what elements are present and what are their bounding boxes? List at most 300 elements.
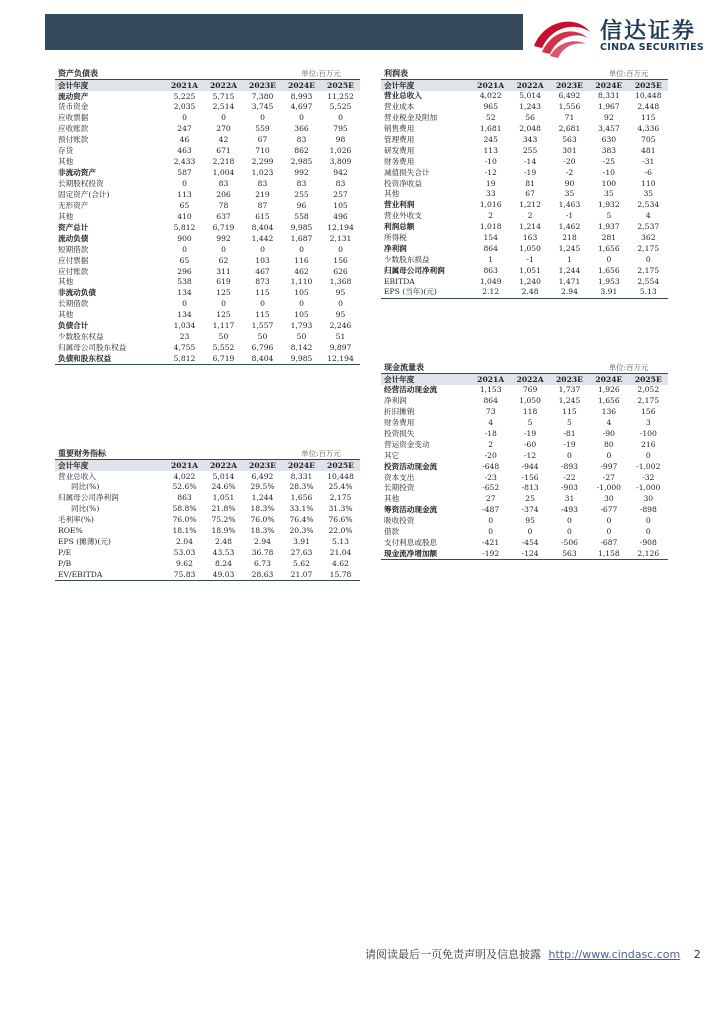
row-value: 462 [294, 266, 309, 276]
row-value: 5.13 [629, 287, 668, 298]
row-label: P/E [58, 548, 72, 558]
row-value: 0 [338, 244, 343, 254]
row-value: -493 [560, 505, 578, 515]
row-value: 2.94 [254, 537, 271, 547]
row-value: 2,131 [329, 233, 352, 243]
row-value: 30 [643, 494, 654, 504]
row-value: 626 [333, 266, 348, 276]
row-value: 31.3% [328, 504, 353, 514]
row-value: 4,336 [637, 124, 660, 134]
row-value: 0 [338, 299, 343, 309]
row-value: 0 [645, 516, 651, 526]
row-value: 6,796 [251, 343, 274, 353]
row-value: 50 [257, 332, 268, 342]
table-row [381, 232, 668, 243]
row-value: 563 [550, 548, 589, 559]
row-value: 4 [488, 418, 494, 428]
row-value: -893 [560, 461, 578, 471]
table-row [55, 266, 360, 277]
row-value: 247 [177, 124, 192, 134]
table-header-row [55, 79, 360, 90]
row-value: -23 [484, 472, 497, 482]
row-label: 借款 [384, 527, 400, 536]
row-value: 3 [645, 418, 651, 428]
row-value: 18.9% [211, 526, 236, 536]
column-header-year: 2023E [243, 459, 282, 470]
row-value: 538 [177, 277, 192, 287]
row-value: 5,812 [165, 353, 204, 364]
cash-flow-table [381, 362, 668, 560]
row-value: 2,681 [558, 124, 581, 134]
row-value: 3.91 [589, 287, 628, 298]
table-row [381, 483, 668, 494]
table-row [381, 211, 668, 222]
row-value: 5,552 [212, 343, 235, 353]
table-row [55, 113, 360, 124]
row-value: 0 [645, 254, 651, 264]
row-value: 863 [483, 265, 498, 275]
table-row [381, 407, 668, 418]
row-value: 36.78 [251, 548, 274, 558]
row-value: 301 [562, 145, 577, 155]
row-value: 81 [525, 178, 535, 188]
row-value: 156 [333, 255, 348, 265]
row-label: 投资损失 [384, 428, 415, 438]
row-label: 应收账款 [58, 124, 89, 134]
row-value: -81 [563, 428, 576, 438]
row-value: 20.3% [289, 526, 314, 536]
row-value: 467 [255, 266, 270, 276]
row-value: 83 [296, 135, 307, 145]
row-value: 2,534 [637, 200, 660, 210]
row-value: 0 [260, 299, 265, 309]
column-header-year: 2024E [589, 79, 628, 90]
column-header-label: 会计年度 [381, 373, 471, 384]
table-row [381, 254, 668, 265]
row-value: 1,117 [212, 321, 235, 331]
row-label: 营业总收入 [58, 471, 96, 481]
column-header-label: 会计年度 [381, 79, 471, 90]
table-row [381, 537, 668, 548]
row-value: -1,000 [596, 483, 622, 493]
row-label: 营业总收入 [384, 91, 422, 101]
row-value: 496 [333, 211, 348, 221]
row-value: 1,243 [519, 102, 541, 112]
row-value: 206 [216, 189, 231, 199]
row-value: -20 [484, 450, 497, 460]
row-value: 0 [527, 527, 533, 536]
row-value: 76.0% [250, 515, 275, 525]
column-header-year: 2022A [204, 79, 243, 90]
table-row [381, 287, 668, 298]
row-value: 78 [218, 200, 229, 210]
table-row [381, 505, 668, 516]
row-value: 76.4% [289, 515, 314, 525]
row-value: 2 [488, 211, 494, 221]
row-value: 5,715 [212, 91, 235, 101]
column-header-year: 2025E [321, 459, 360, 470]
row-value: 4,022 [173, 471, 196, 481]
row-value: 46 [179, 135, 190, 145]
row-value: 100 [601, 178, 617, 188]
row-label: 归属母公司净利润 [384, 265, 445, 275]
row-value: -19 [563, 439, 576, 449]
row-value: 15.78 [321, 569, 360, 580]
row-value: 0 [606, 516, 612, 526]
row-value: 134 [177, 310, 192, 320]
row-value: 28.63 [243, 569, 282, 580]
row-value: 2,433 [173, 157, 196, 167]
row-value: 113 [483, 145, 498, 155]
row-label: 同比(%) [71, 482, 100, 492]
row-value: 563 [562, 134, 577, 144]
row-value: 10,448 [327, 471, 354, 481]
table-title: 利润表 [384, 68, 408, 79]
table-title-row [381, 362, 668, 373]
column-header-year: 2021A [471, 373, 510, 384]
row-label: 折旧摊销 [384, 407, 415, 417]
row-label: 负债和股东权益 [55, 353, 165, 364]
row-value: 156 [641, 407, 656, 417]
row-value: 0 [567, 527, 572, 536]
row-value: 5.13 [332, 537, 349, 547]
row-value: 76.0% [172, 515, 197, 525]
row-value: 53.03 [173, 548, 196, 558]
row-value: 2 [527, 211, 533, 221]
row-value: 2,985 [290, 157, 313, 167]
row-value: 1,026 [329, 146, 352, 156]
row-label: 吸收投资 [384, 516, 415, 526]
table-row [55, 233, 360, 244]
row-value: 965 [483, 102, 498, 112]
row-value: -192 [471, 548, 510, 559]
row-value: 864 [483, 243, 498, 253]
row-value: 31 [564, 494, 575, 504]
row-value: 105 [294, 288, 309, 298]
row-value: 0 [488, 527, 494, 536]
table-row [55, 124, 360, 135]
row-value: 33.1% [289, 504, 314, 514]
row-value: 1,240 [519, 276, 541, 286]
row-label: 投资净收益 [384, 178, 422, 188]
row-value: 481 [641, 145, 656, 155]
row-value: 1,793 [290, 321, 313, 331]
row-value: 0 [567, 450, 572, 460]
page-footer [365, 946, 701, 962]
row-value: 92 [604, 113, 614, 123]
row-value: 5.62 [293, 559, 310, 569]
row-value: 35 [604, 189, 614, 199]
row-value: 4,755 [173, 343, 196, 353]
row-value: 113 [177, 189, 192, 199]
row-value: 1,051 [519, 265, 541, 275]
table-row [381, 417, 668, 428]
row-value: 29.5% [250, 482, 275, 492]
table-row [55, 222, 360, 233]
row-value: 2,537 [637, 222, 660, 232]
row-value: -14 [523, 156, 537, 166]
row-label: 现金流净增加额 [381, 548, 471, 559]
row-value: 0 [606, 527, 612, 536]
row-value: 2,175 [637, 396, 660, 406]
row-value: 4,697 [290, 102, 313, 112]
row-value: 873 [255, 277, 270, 287]
row-value: 1,368 [329, 277, 352, 287]
row-value: 795 [333, 124, 348, 134]
row-value: 52.6% [172, 482, 197, 492]
table-title: 现金流量表 [384, 362, 424, 373]
table-row [381, 178, 668, 189]
row-value: 619 [216, 277, 231, 287]
table-row [55, 558, 360, 569]
key-ratios-table [55, 448, 360, 581]
row-value: 2,126 [629, 548, 668, 559]
table-row [55, 157, 360, 168]
row-value: 219 [255, 189, 270, 199]
row-label: 长期投资 [384, 483, 415, 493]
row-value: -10 [602, 167, 615, 177]
row-value: 27.63 [290, 548, 313, 558]
row-label: 非流动资产 [58, 168, 96, 178]
row-value: 383 [601, 145, 617, 155]
row-value: 2,514 [212, 102, 235, 112]
row-label: P/B [58, 559, 72, 569]
row-value: 0 [182, 179, 187, 189]
row-value: 2,299 [251, 157, 274, 167]
row-label: 少数股东损益 [384, 254, 430, 264]
row-value: -648 [482, 461, 500, 471]
row-value: 1,050 [519, 243, 541, 253]
row-label: 负债合计 [58, 321, 89, 331]
row-value: 1,004 [212, 168, 235, 178]
row-value: -19 [523, 428, 537, 438]
column-header-label: 会计年度 [55, 459, 165, 470]
row-value: 637 [216, 211, 231, 221]
row-value: 0 [645, 450, 651, 460]
row-label: 利润总额 [384, 222, 415, 232]
row-value: 105 [333, 200, 348, 210]
page-number: 2 [693, 948, 701, 961]
row-value: 1,245 [558, 243, 581, 253]
table-row [381, 472, 668, 483]
row-value: 5,014 [212, 471, 235, 481]
table-row [381, 548, 668, 559]
row-value: 18.1% [172, 526, 197, 536]
row-value: 1,016 [479, 200, 502, 210]
row-value: 992 [216, 233, 231, 243]
row-value: 6,719 [212, 222, 235, 232]
row-value: 7,380 [251, 91, 274, 101]
row-value: 0 [182, 244, 187, 254]
row-value: 1,967 [597, 102, 620, 112]
table-row [381, 243, 668, 254]
row-label: 研发费用 [384, 145, 415, 155]
row-value: 136 [601, 407, 617, 417]
row-value: 1,153 [479, 385, 502, 395]
row-label: EBITDA [384, 276, 415, 286]
table-row [381, 145, 668, 156]
row-value: 115 [255, 310, 270, 320]
row-label: 短期借款 [58, 244, 89, 254]
row-value: 1,953 [597, 276, 620, 286]
row-value: 90 [564, 178, 575, 188]
row-value: 8,404 [251, 222, 274, 232]
table-row [55, 321, 360, 332]
table-row [55, 547, 360, 558]
row-label: 无形资产 [58, 200, 89, 210]
row-value: 21.8% [211, 504, 236, 514]
row-value: 115 [641, 113, 656, 123]
table-title: 重要财务指标 [58, 448, 106, 459]
row-value: 50 [218, 332, 229, 342]
row-value: 8.24 [215, 559, 232, 569]
row-label: 财务费用 [384, 156, 415, 166]
row-label: 存货 [58, 146, 74, 156]
row-value: 1,023 [251, 168, 274, 178]
row-value: 83 [296, 179, 307, 189]
row-value: 80 [604, 439, 614, 449]
row-value: 1 [488, 254, 494, 264]
row-value: 50 [296, 332, 307, 342]
row-value: 8,331 [290, 471, 313, 481]
row-value: -677 [600, 505, 618, 515]
row-value: 51 [335, 332, 346, 342]
row-value: 35 [643, 189, 654, 199]
table-unit: 单位:百万元 [301, 448, 341, 458]
row-value: -1 [526, 254, 534, 264]
row-value: -652 [482, 483, 500, 493]
row-value: 73 [485, 407, 496, 417]
table-unit: 单位:百万元 [608, 362, 649, 372]
row-value: 10,448 [634, 91, 662, 101]
row-value: 2,035 [173, 102, 196, 112]
row-label: 应付票据 [58, 255, 89, 265]
row-value: 705 [641, 134, 656, 144]
table-row [55, 299, 360, 310]
row-value: -1 [565, 211, 574, 221]
website-link[interactable]: http://www.cindasc.com [548, 948, 681, 961]
row-value: 71 [564, 113, 575, 123]
row-value: -944 [521, 461, 539, 471]
row-label: 筹资活动现金流 [384, 505, 438, 515]
row-value: 992 [294, 168, 309, 178]
table-unit: 单位:百万元 [301, 68, 341, 78]
table-row [55, 332, 360, 343]
row-value: 1,681 [479, 124, 502, 134]
row-value: 21.04 [329, 548, 352, 558]
row-value: 105 [294, 310, 309, 320]
column-header-year: 2024E [282, 459, 321, 470]
table-row [55, 526, 360, 537]
row-value: 864 [483, 396, 498, 406]
row-value: 52 [485, 113, 496, 123]
row-value: -454 [521, 537, 539, 547]
row-value: 5,525 [329, 102, 352, 112]
table-row [381, 200, 668, 211]
row-value: -898 [639, 505, 657, 515]
row-value: -6 [644, 167, 652, 177]
row-value: 18.3% [250, 526, 275, 536]
row-value: -12 [523, 450, 537, 460]
row-value: -156 [521, 472, 539, 482]
row-value: 463 [177, 146, 192, 156]
row-value: 5 [567, 418, 572, 428]
row-value: 2.48 [510, 287, 549, 298]
disclaimer-text: 请阅读最后一页免责声明及信息披露 [365, 948, 541, 961]
row-value: 2,175 [637, 265, 660, 275]
table-header-row [55, 459, 360, 470]
row-value: 2,048 [519, 124, 541, 134]
row-value: 343 [522, 134, 538, 144]
row-label: 应付账款 [58, 266, 89, 276]
row-value: -374 [521, 505, 539, 515]
row-value: -100 [639, 428, 657, 438]
table-row [381, 428, 668, 439]
row-value: 30 [604, 494, 614, 504]
table-title-row [55, 68, 360, 79]
row-value: 9.62 [176, 559, 193, 569]
row-value: 5,812 [173, 222, 196, 232]
row-value: 2,448 [637, 102, 660, 112]
row-value: 1,050 [519, 396, 541, 406]
row-label: 货币资金 [58, 102, 89, 112]
row-value: 862 [294, 146, 309, 156]
table-row [55, 504, 360, 515]
table-row [381, 276, 668, 287]
row-value: 2,218 [212, 157, 235, 167]
row-value: 410 [177, 211, 192, 221]
row-value: 134 [177, 288, 192, 298]
row-value: 8,142 [290, 343, 313, 353]
row-label: 固定资产(合计) [58, 189, 110, 199]
row-value: -20 [563, 156, 576, 166]
row-value: 4 [645, 211, 651, 221]
row-value: 1,462 [558, 222, 581, 232]
row-value: 2,175 [329, 493, 352, 503]
row-label: 其他 [58, 277, 74, 287]
row-value: -124 [510, 548, 549, 559]
table-row [55, 537, 360, 548]
row-value: 67 [525, 189, 535, 199]
table-title-row [381, 68, 668, 79]
row-value: 21.07 [282, 569, 321, 580]
row-value: 2 [488, 439, 494, 449]
column-header-year: 2023E [550, 79, 589, 90]
row-value: 49.03 [204, 569, 243, 580]
row-label: 营业税金及附加 [384, 113, 438, 123]
row-value: 5 [606, 211, 612, 221]
row-value: 163 [522, 233, 538, 242]
row-value: 9,897 [329, 343, 352, 353]
row-value: 671 [216, 146, 231, 156]
row-value: 615 [255, 211, 270, 221]
row-value: 710 [255, 146, 270, 156]
row-value: -25 [602, 156, 615, 166]
row-value: 1,737 [558, 385, 581, 395]
header-banner [45, 14, 523, 50]
row-value: 587 [177, 168, 192, 178]
row-label: 少数股东权益 [58, 332, 104, 342]
row-value: 0 [221, 244, 226, 254]
row-value: 296 [177, 266, 192, 276]
row-value: 4.62 [332, 559, 349, 569]
row-value: -19 [523, 167, 537, 177]
table-row [381, 102, 668, 113]
row-value: 900 [177, 233, 192, 243]
table-header-row [381, 373, 668, 384]
row-value: 257 [333, 189, 348, 199]
row-value: 115 [255, 288, 270, 298]
